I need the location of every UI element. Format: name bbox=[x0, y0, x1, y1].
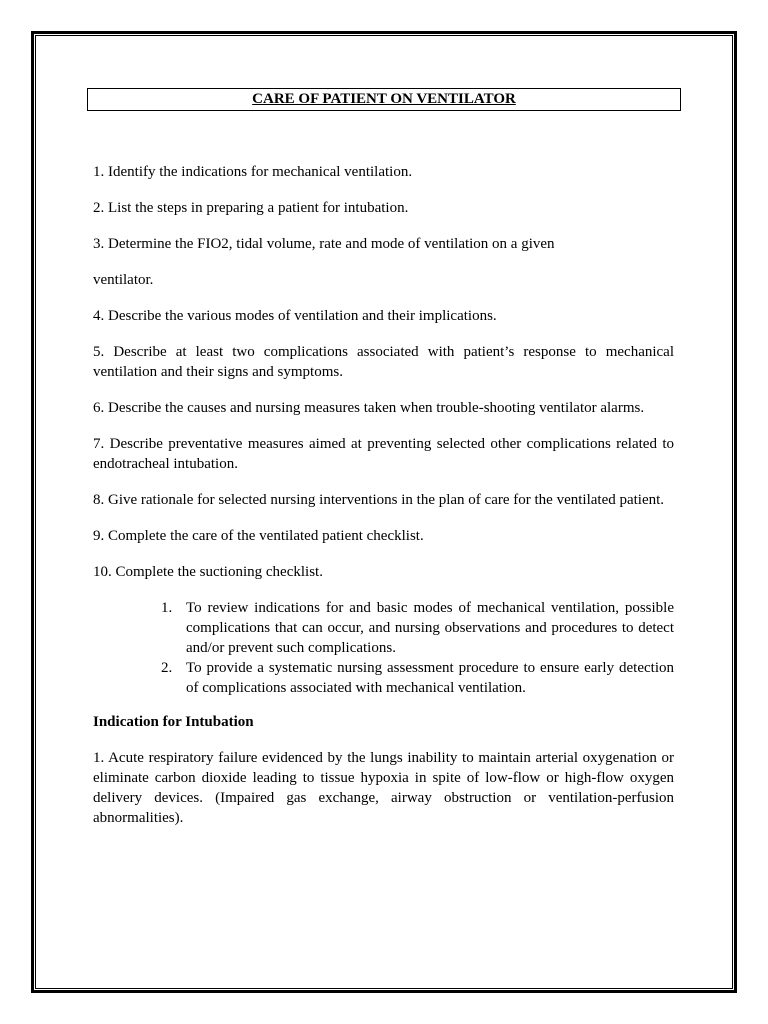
objective-item: 3. Determine the FIO2, tidal volume, rate and mode of ventilation on a given bbox=[93, 236, 555, 252]
indication-paragraph: 1. Acute respiratory failure evidenced by the lungs inability to maintain arterial oxygenation or eliminate carbon dioxide leading to tissue hypoxia in spite of low-flow or high-flow oxygen delivery devices. (Impaired gas exchange, airway obstruction or ventilation-perfusion abnormalities). bbox=[93, 750, 674, 826]
goal-number: 2. bbox=[161, 660, 173, 676]
goal-item bbox=[93, 598, 674, 658]
objective-item: 1. Identify the indications for mechanical ventilation. bbox=[93, 164, 413, 180]
objective-item: 5. Describe at least two complications associated with patient’s response to mechanical ventilation and their signs and symptoms. bbox=[93, 344, 674, 380]
goal-text: To review indications for and basic modes of mechanical ventilation, possible complications that can occur, and nursing observations and procedures to detect and/or prevent such complications. bbox=[186, 600, 674, 656]
objective-item-continuation: ventilator. bbox=[93, 272, 154, 288]
goal-item bbox=[93, 658, 674, 698]
goal-text: To provide a systematic nursing assessment procedure to ensure early detection of complications associated with mechanical ventilation. bbox=[186, 660, 674, 696]
document-title: CARE OF PATIENT ON VENTILATOR bbox=[252, 91, 516, 107]
objective-item: 10. Complete the suctioning checklist. bbox=[93, 564, 323, 580]
document-title-box bbox=[87, 88, 681, 111]
section-heading-indication: Indication for Intubation bbox=[93, 714, 254, 730]
objective-item: 2. List the steps in preparing a patient for intubation. bbox=[93, 200, 409, 216]
goals-list bbox=[93, 598, 674, 698]
objective-item: 9. Complete the care of the ventilated patient checklist. bbox=[93, 528, 424, 544]
objective-item: 7. Describe preventative measures aimed at preventing selected other complications related to endotracheal intubation. bbox=[93, 436, 674, 472]
document-body bbox=[93, 162, 674, 828]
objective-item: 6. Describe the causes and nursing measures taken when trouble-shooting ventilator alarms. bbox=[93, 400, 645, 416]
objective-item: 4. Describe the various modes of ventilation and their implications. bbox=[93, 308, 497, 324]
objective-item: 8. Give rationale for selected nursing interventions in the plan of care for the ventilated patient. bbox=[93, 492, 665, 508]
goal-number: 1. bbox=[161, 600, 173, 616]
